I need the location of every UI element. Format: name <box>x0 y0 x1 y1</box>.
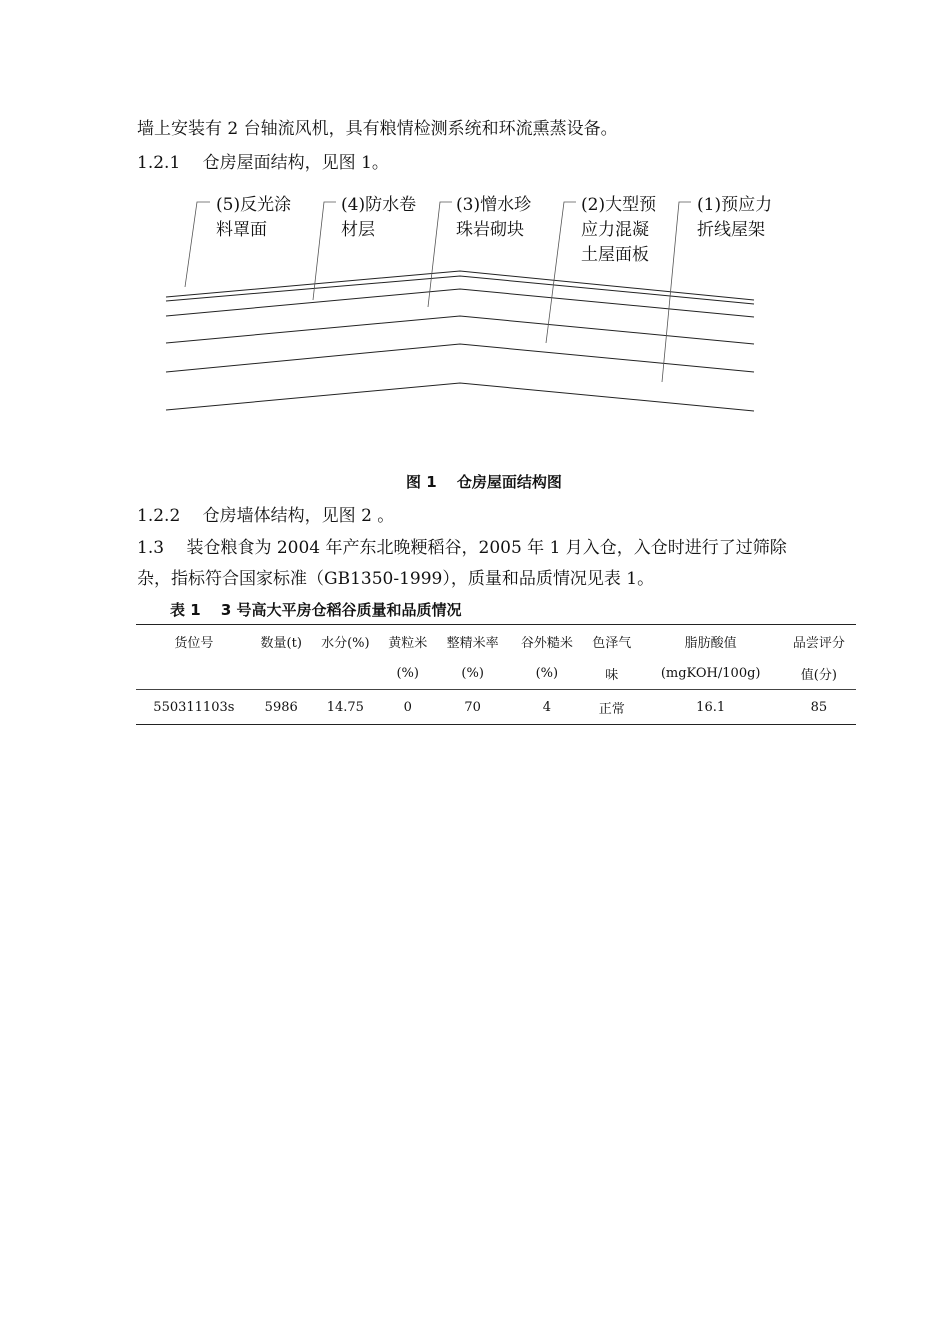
header-cell: 黄粒米 <box>380 625 436 658</box>
table-row <box>136 690 856 725</box>
header-cell: (%) <box>380 657 436 690</box>
table-cell: 4 <box>510 690 584 725</box>
table-cell: 85 <box>782 690 856 725</box>
table-cell: 550311103s <box>136 690 252 725</box>
section-1-2-2: 1.2.2 仓房墙体结构，见图 2 。 <box>137 506 395 526</box>
header-cell: 水分(%) <box>311 625 380 658</box>
header-cell: 谷外糙米 <box>510 625 584 658</box>
header-cell: 值(分) <box>782 657 856 690</box>
section-1-2-1: 1.2.1 仓房屋面结构，见图 1。 <box>137 153 389 173</box>
quality-table <box>136 624 856 725</box>
leader-2 <box>546 202 576 343</box>
layer-line-top-b <box>166 276 754 304</box>
table-cell: 70 <box>436 690 510 725</box>
section-1-3-line-2: 杂，指标符合国家标准（GB1350-1999），质量和品质情况见表 1。 <box>137 569 655 589</box>
header-cell <box>252 657 311 690</box>
table-cell: 14.75 <box>311 690 380 725</box>
leader-4 <box>313 202 336 300</box>
label-layer-5: (5)反光涂 料罩面 <box>216 195 292 240</box>
table-cell: 5986 <box>252 690 311 725</box>
leader-5 <box>185 202 210 287</box>
roof-structure-diagram <box>160 190 773 420</box>
header-cell: (mgKOH/100g) <box>640 657 782 690</box>
header-cell: 脂肪酸值 <box>640 625 782 658</box>
header-cell: 品尝评分 <box>782 625 856 658</box>
section-1-3-line-1: 1.3 装仓粮食为 2004 年产东北晚粳稻谷，2005 年 1 月入仓，入仓时进行了过筛除 <box>137 538 787 558</box>
header-cell: (%) <box>510 657 584 690</box>
paragraph-1: 墙上安装有 2 台轴流风机，具有粮情检测系统和环流熏蒸设备。 <box>137 119 618 139</box>
header-cell: 味 <box>584 657 640 690</box>
label-layer-1: (1)预应力 折线屋架 <box>697 195 773 240</box>
table-header-row-1 <box>136 625 856 658</box>
header-cell: 数量(t) <box>252 625 311 658</box>
layer-line-low-a <box>166 344 754 372</box>
label-layer-3: (3)憎水珍 珠岩砌块 <box>456 195 532 240</box>
table-cell: 16.1 <box>640 690 782 725</box>
label-layer-4: (4)防水卷 材层 <box>341 195 417 240</box>
header-cell <box>136 657 252 690</box>
header-cell: 货位号 <box>136 625 252 658</box>
layer-line-bottom <box>166 383 754 411</box>
header-cell: (%) <box>436 657 510 690</box>
figure-1-caption: 图 1 仓房屋面结构图 <box>406 473 562 491</box>
table-header-row-2 <box>136 657 856 690</box>
table-cell: 正常 <box>584 690 640 725</box>
header-cell: 整精米率 <box>436 625 510 658</box>
table-1-caption: 表 1 3 号高大平房仓稻谷质量和品质情况 <box>170 601 462 619</box>
header-cell <box>311 657 380 690</box>
table-cell: 0 <box>380 690 436 725</box>
label-layer-2: (2)大型预 应力混凝 土屋面板 <box>581 195 657 265</box>
header-cell: 色泽气 <box>584 625 640 658</box>
